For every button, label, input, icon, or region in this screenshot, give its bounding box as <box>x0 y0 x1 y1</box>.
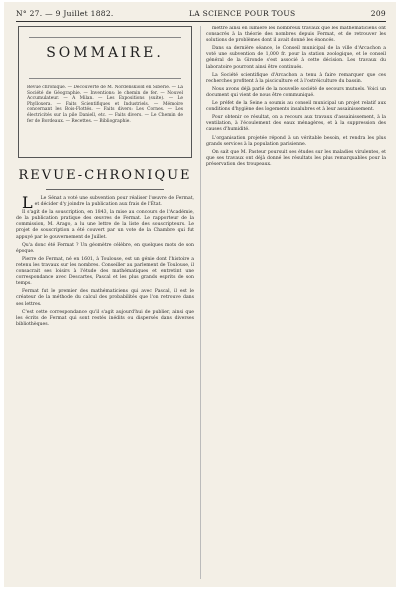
paragraph: mettre ainsi en lumière les nombreux travaux que les mathématiciens ont consacrés à la théorie des nombres depuis Fermat, et de retrouver les solutions de problèmes dont il avait donné les énoncés. <box>206 26 386 44</box>
paragraph: Le préfet de la Seine a soumis au conseil municipal un projet relatif aux conditions d'hygiène des logements insalubres et à leur assainissement. <box>206 101 386 113</box>
paragraph: Pour obtenir ce résultat, on a recours aux travaux d'assainissement, à la ventilation, à l'écoulement des eaux ménagères, et à la suppression des causes d'humidité. <box>206 115 386 133</box>
left-column <box>16 26 194 579</box>
right-column <box>206 26 386 579</box>
column-divider <box>200 26 201 579</box>
drop-cap: L <box>22 193 33 212</box>
paragraph: La Société scientifique d'Arcachon a tenu à faire remarquer que ces recherches profitent à la pisciculture et à l'ostréiculture du bassin. <box>206 72 386 84</box>
issue-date: N° 27. — 9 Juillet 1882. <box>16 8 114 18</box>
paragraph: C'est cette correspondance qu'il s'agit aujourd'hui de publier, ainsi que les écrits de Fermat qui sont restés inédits ou dispersés dans diverses bibliothèques. <box>16 309 194 327</box>
page-header <box>16 7 386 19</box>
section-title: REVUE-CHRONIQUE <box>18 168 192 183</box>
sommaire-text: Revue chronique. — Découverte de M. Nordenskiöld en Sibérie. — La Société de Géographie. — Inventions: le chemin de fer. — Nouvel Accumulateur. — A Milan. — Les Expositions (suite). — Le Phylloxera. — Faits Scientifiques et Industriels. — Mémoire concernant les Bois-Flottés. — Faits divers: Les Cornes. — Les électricités sur la pile Daniell, etc. — Faits divers. — Le Chemin de fer de Bordeaux. — Recettes. — Bibliographie. <box>27 85 183 124</box>
header-rule <box>16 21 386 22</box>
journal-page <box>4 2 396 587</box>
sommaire-box <box>18 26 192 158</box>
paragraph: L'organisation projetée répond à un véritable besoin, et rendra les plus grands services à la population parisienne. <box>206 135 386 147</box>
journal-title: LA SCIENCE POUR TOUS <box>188 8 296 18</box>
paragraph: On sait que M. Pasteur poursuit ses études sur les maladies virulentes, et que ses travaux ont déjà donné les résultats les plus remarquables pour la préservation des troupeaux. <box>206 149 386 167</box>
sommaire-title: SOMMAIRE. <box>46 45 164 61</box>
paragraph: Il s'agit de la souscription, en 1843, la mise au concours de l'Académie, de la publication pratique des œuvres de Fermat. Le rapporteur de la commission, M. Arago, a lu une lettre de la liste des souscripteurs. Le projet de souscription a été couvert par un vote de la Chambre qui fut appuyé par le gouvernement de Juillet. <box>16 210 194 240</box>
paragraph-text: Le Sénat a voté une subvention pour réaliser l'œuvre de Fermat, et décider d'y joindre la publication aux frais de l'État. <box>34 196 194 208</box>
section-rule <box>46 189 164 190</box>
paragraph: Qu'a donc été Fermat ? Un géomètre célèbre, en quelques mots de son époque. <box>16 242 194 254</box>
page-number: 209 <box>370 8 386 18</box>
paragraph <box>16 193 194 212</box>
paragraph: Pierre de Fermat, né en 1601, à Toulouse, est un génie dont l'histoire a retenu les travaux sur les nombres. Conseiller au parlement de Toulouse, il consacrait ses loisirs à l'étude des mathématiques et entretint une correspondance avec Descartes, Pascal et les plus grands esprits de son temps. <box>16 256 194 287</box>
paragraph: Dans sa dernière séance, le Conseil municipal de la ville d'Arcachon a voté une subvention de 1,000 fr. pour la station zoologique, et le conseil général de la Gironde s'est associé à cette décision. Les travaux du laboratoire pourront ainsi être continués. <box>206 46 386 70</box>
paragraph: Fermat fut le premier des mathématiciens qui avec Pascal, il est le créateur de la méthode du calcul des probabilités que l'on retrouve dans ses lettres. <box>16 289 194 307</box>
paragraph: Nous avons déjà parlé de la nouvelle société de secours mutuels. Voici un document qui vient de nous être communiqué. <box>206 86 386 98</box>
